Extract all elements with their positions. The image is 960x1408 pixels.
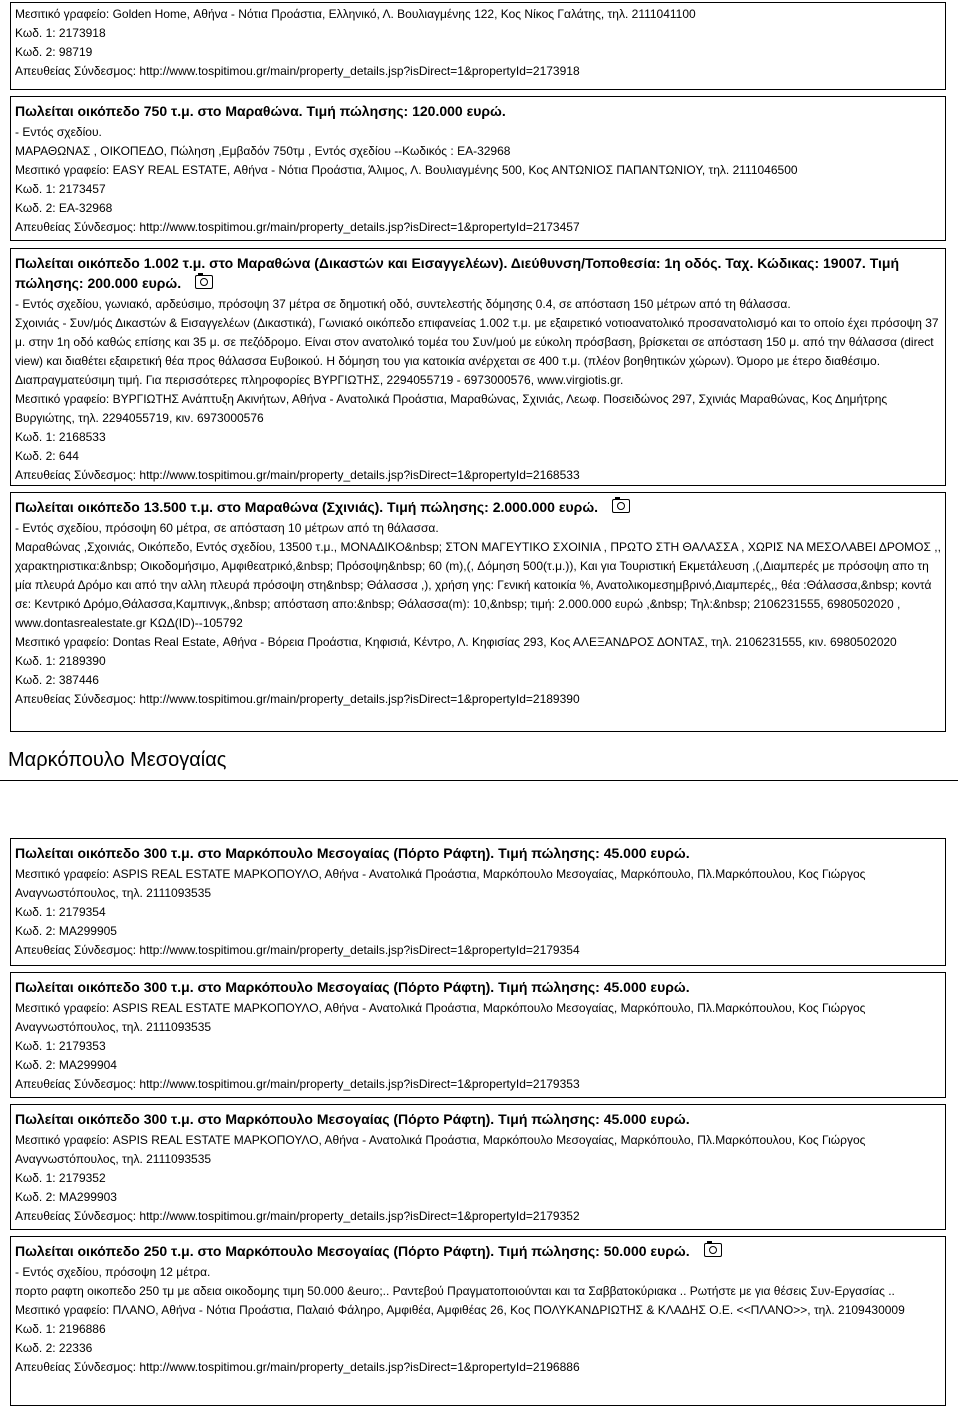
direct-link[interactable]: Απευθείας Σύνδεσμος: http://www.tospitimou.gr/main/property_details.jsp?isDirect=1&propertyId=2173457: [15, 220, 580, 234]
listing-summary: - Εντός σχεδίου, πρόσοψη 12 μέτρα.: [15, 1265, 211, 1279]
listing-title-text: Πωλείται οικόπεδο 13.500 τ.μ. στο Μαραθώνα (Σχινιάς). Τιμή πώλησης: 2.000.000 ευρώ.: [15, 499, 599, 515]
listing-card: [10, 838, 946, 966]
agency-line: Μεσιτικό γραφείο: ΠΛΑΝΟ, Αθήνα - Νότια Προάστια, Παλαιό Φάληρο, Αμφιθέα, Αμφιθέας 26, Κος ΠΟΛΥΚΑΝΔΡΙΩΤΗΣ & ΚΛΑΔΗΣ Ο.Ε. <<ΠΛΑΝΟ>>, τηλ. 2109430009: [15, 1303, 905, 1317]
code-2: Κωδ. 2: ΜΑ299904: [15, 1058, 117, 1072]
listing-description: Σχοινιάς - Συν/μός Δικαστών & Εισαγγελέων (Δικαστικά), Γωνιακό οικόπεδο επιφανείας 1.002 τ.μ. με εξαιρετικό νοτιοανατολικό προσανατολισμό και το οποίο έχει πρόσοψη 37 μ. στην 1η οδό καθώς επίσης και 35 μ. σε πεζόδρομο. Είναι στον ανατολικό τομέα του Συν/μού με εύκολη πρόσβαση, βρίσκεται σε απόσταση 150 μ. από την θάλασσα (direct view) και διαθέτει εξαιρετική θέα προς θάλασσα Ευβοικού. Η δόμηση του για κατοικία ανέρχεται σε 400 τ.μ. (πλέον βοηθητικών χώρων). Όμορο με έτερο διαθέσιμο. Διαπραγματεύσιμη τιμή. Για περισσότερες πληροφορίες ΒΥΡΓΙΩΤΗΣ, 2294055719 - 6973000576, www.virgiotis.gr.: [15, 316, 939, 387]
code-2: Κωδ. 2: ΜΑ299905: [15, 924, 117, 938]
listing-card: [10, 248, 946, 486]
code-1: Κωδ. 1: 2168533: [15, 430, 106, 444]
direct-link[interactable]: Απευθείας Σύνδεσμος: http://www.tospitimou.gr/main/property_details.jsp?isDirect=1&propertyId=2196886: [15, 1360, 580, 1374]
code-1: Κωδ. 1: 2179352: [15, 1171, 106, 1185]
agency-line: Μεσιτικό γραφείο: ASPIS REAL ESTATE ΜΑΡΚΟΠΟΥΛΟ, Αθήνα - Ανατολικά Προάστια, Μαρκόπουλο Μεσογαίας, Μαρκόπουλο, Πλ.Μαρκόπουλου, Κος Γιώργος Αναγνωστόπουλος, τηλ. 2111093535: [15, 1001, 866, 1034]
listing-description: πορτο ραφτη οικοπεδο 250 τμ με αδεια οικοδομης τιμη 50.000 &euro;.. Ραντεβού Πραγματοποιούνται και τα Σαββατοκύριακα .. Ρωτήστε με για θέσεις Συν-Εργασίας ..: [15, 1284, 895, 1298]
code-1: Κωδ. 1: 2189390: [15, 654, 106, 668]
listing-title: Πωλείται οικόπεδο 300 τ.μ. στο Μαρκόπουλο Μεσογαίας (Πόρτο Ράφτη). Τιμή πώλησης: 45.000 ευρώ.: [15, 979, 690, 995]
listing-fragment: [10, 2, 946, 90]
agency-line: Μεσιτικό γραφείο: EASY REAL ESTATE, Αθήνα - Νότια Προάστια, Άλιμος, Λ. Βουλιαγμένης 500, Κος ΑΝΤΩΝΙΟΣ ΠΑΠΑΝΤΩΝΙΟΥ, τηλ. 2111046500: [15, 163, 798, 177]
section-heading: Μαρκόπουλο Μεσογαίας: [8, 749, 227, 771]
section-divider: [0, 780, 958, 781]
agency-line: Μεσιτικό γραφείο: ASPIS REAL ESTATE ΜΑΡΚΟΠΟΥΛΟ, Αθήνα - Ανατολικά Προάστια, Μαρκόπουλο Μεσογαίας, Μαρκόπουλο, Πλ.Μαρκόπουλου, Κος Γιώργος Αναγνωστόπουλος, τηλ. 2111093535: [15, 867, 866, 900]
agency-line: Μεσιτικό γραφείο: ASPIS REAL ESTATE ΜΑΡΚΟΠΟΥΛΟ, Αθήνα - Ανατολικά Προάστια, Μαρκόπουλο Μεσογαίας, Μαρκόπουλο, Πλ.Μαρκόπουλου, Κος Γιώργος Αναγνωστόπουλος, τηλ. 2111093535: [15, 1133, 866, 1166]
direct-link[interactable]: Απευθείας Σύνδεσμος: http://www.tospitimou.gr/main/property_details.jsp?isDirect=1&propertyId=2189390: [15, 692, 580, 706]
code-1: Κωδ. 1: 2173918: [15, 26, 106, 40]
code-2: Κωδ. 2: 98719: [15, 45, 93, 59]
listing-summary: - Εντός σχεδίου.: [15, 125, 102, 139]
listing-card: [10, 96, 946, 241]
code-1: Κωδ. 1: 2173457: [15, 182, 106, 196]
code-2: Κωδ. 2: 644: [15, 449, 79, 463]
listing-title: [15, 253, 941, 293]
listing-title: Πωλείται οικόπεδο 300 τ.μ. στο Μαρκόπουλο Μεσογαίας (Πόρτο Ράφτη). Τιμή πώλησης: 45.000 ευρώ.: [15, 1111, 690, 1127]
listing-card: [10, 1104, 946, 1230]
direct-link[interactable]: Απευθείας Σύνδεσμος: http://www.tospitimou.gr/main/property_details.jsp?isDirect=1&propertyId=2179354: [15, 943, 580, 957]
agency-line: Μεσιτικό γραφείο: Dontas Real Estate, Αθήνα - Βόρεια Προάστια, Κηφισιά, Κέντρο, Λ. Κηφισίας 293, Κος ΑΛΕΞΑΝΔΡΟΣ ΔΟΝΤΑΣ, τηλ. 2106231555, κιν. 6980502020: [15, 635, 897, 649]
code-2: Κωδ. 2: ΕΑ-32968: [15, 201, 113, 215]
listing-card: [10, 492, 946, 732]
listing-title: [15, 1241, 941, 1261]
agency-line: Μεσιτικό γραφείο: Golden Home, Αθήνα - Νότια Προάστια, Ελληνικό, Λ. Βουλιαγμένης 122, Κος Νίκος Γαλάτης, τηλ. 2111041100: [15, 7, 696, 21]
listing-title-text: Πωλείται οικόπεδο 250 τ.μ. στο Μαρκόπουλο Μεσογαίας (Πόρτο Ράφτη). Τιμή πώλησης: 50.000 ευρώ.: [15, 1243, 690, 1259]
camera-icon[interactable]: [704, 1243, 722, 1257]
listing-card: [10, 1236, 946, 1406]
listing-card: [10, 972, 946, 1098]
listing-description: ΜΑΡΑΘΩΝΑΣ , ΟΙΚΟΠΕΔΟ, Πώληση ,Εμβαδόν 750τμ , Εντός σχεδίου --Κωδικός : ΕΑ-32968: [15, 144, 511, 158]
code-1: Κωδ. 1: 2196886: [15, 1322, 106, 1336]
listing-summary: - Εντός σχεδίου, γωνιακό, αρδεύσιμο, πρόσοψη 37 μέτρα σε δημοτική οδό, συντελεστής δόμησης 0.4, σε απόσταση 150 μέτρων από τη θάλασσα.: [15, 297, 791, 311]
listing-title-text: Πωλείται οικόπεδο 1.002 τ.μ. στο Μαραθώνα (Δικαστών και Εισαγγελέων). Διεύθυνση/Τοποθεσία: 1η οδός. Ταχ. Κώδικας: 19007. Τιμή πώλησης: 200.000 ευρώ.: [15, 255, 900, 291]
code-1: Κωδ. 1: 2179354: [15, 905, 106, 919]
listing-title: Πωλείται οικόπεδο 750 τ.μ. στο Μαραθώνα. Τιμή πώλησης: 120.000 ευρώ.: [15, 103, 506, 119]
direct-link[interactable]: Απευθείας Σύνδεσμος: http://www.tospitimou.gr/main/property_details.jsp?isDirect=1&propertyId=2179353: [15, 1077, 580, 1091]
camera-icon[interactable]: [612, 499, 630, 513]
code-2: Κωδ. 2: ΜΑ299903: [15, 1190, 117, 1204]
listing-title: Πωλείται οικόπεδο 300 τ.μ. στο Μαρκόπουλο Μεσογαίας (Πόρτο Ράφτη). Τιμή πώλησης: 45.000 ευρώ.: [15, 845, 690, 861]
agency-line: Μεσιτικό γραφείο: ΒΥΡΓΙΩΤΗΣ Ανάπτυξη Ακινήτων, Αθήνα - Ανατολικά Προάστια, Μαραθώνας, Σχινιάς, Λεωφ. Ποσειδώνος 297, Σχινιάς Μαραθώνας, Κος Δημήτρης Βυργιώτης, τηλ. 2294055719, κιν. 6973000576: [15, 392, 888, 425]
code-2: Κωδ. 2: 387446: [15, 673, 99, 687]
direct-link[interactable]: Απευθείας Σύνδεσμος: http://www.tospitimou.gr/main/property_details.jsp?isDirect=1&propertyId=2173918: [15, 64, 580, 78]
listing-title: [15, 497, 941, 517]
camera-icon[interactable]: [195, 275, 213, 289]
code-2: Κωδ. 2: 22336: [15, 1341, 93, 1355]
listing-summary: - Εντός σχεδίου, πρόσοψη 60 μέτρα, σε απόσταση 10 μέτρων από τη θάλασσα.: [15, 521, 439, 535]
direct-link[interactable]: Απευθείας Σύνδεσμος: http://www.tospitimou.gr/main/property_details.jsp?isDirect=1&propertyId=2179352: [15, 1209, 580, 1223]
code-1: Κωδ. 1: 2179353: [15, 1039, 106, 1053]
listing-description: Μαραθώνας ,Σχοινιάς, Οικόπεδο, Εντός σχεδίου, 13500 τ.μ., ΜΟΝΑΔΙΚΟ&nbsp; ΣΤΟΝ ΜΑΓΕΥΤΙΚΟ ΣΧΟΙΝΙΑ , ΠΡΩΤΟ ΣΤΗ ΘΑΛΑΣΣΑ , ΧΩΡΙΣ ΝΑ ΜΕΣΟΛΑΒΕΙ ΔΡΟΜΟΣ ,, χαρακτηριστικα:&nbsp; Οικοδομήσιμο, Αμφιθεατρικό,&nbsp; Πρόσοψη&nbsp; 60 (m),(, Δόμηση 500(τ.μ.)), Και για Τουριστική Εκμετάλευση ,(,Διαμπερές με πρόσοψη απο τη μία πλευρά Δρόμο και από την αλλη πλευρά πρόσοψη στη&nbsp; Θάλασσα ,), χρήση γης: Γενική κατοικία %, Ανατολικομεσημβρινό,Διαμπερές,, θέα :Θάλασσα,&nbsp; κοντά σε: Κεντρικό Δρόμο,Θάλασσα,Καμπινγκ,,&nbsp; απόσταση απο:&nbsp; Θάλασσα(m): 10,&nbsp; τιμή: 2.000.000 ευρώ ,&nbsp; Τηλ:&nbsp; 2106231555, 6980502020 , www.dontasrealestate.gr ΚΩΔ(ID)--105792: [15, 540, 941, 630]
direct-link[interactable]: Απευθείας Σύνδεσμος: http://www.tospitimou.gr/main/property_details.jsp?isDirect=1&propertyId=2168533: [15, 468, 580, 482]
